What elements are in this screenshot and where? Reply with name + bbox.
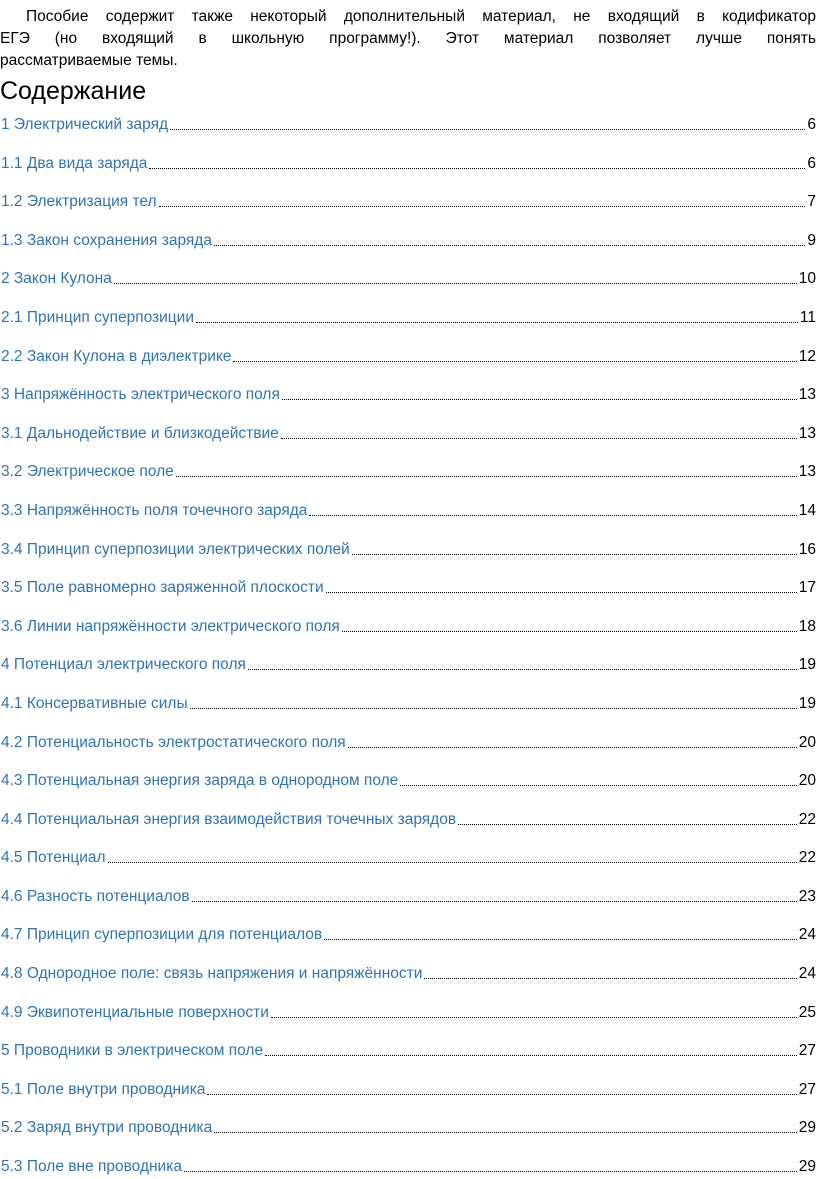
- toc-entry[interactable]: [0, 111, 816, 135]
- toc-entry[interactable]: [0, 1138, 816, 1177]
- toc-page-number: 24: [798, 926, 816, 944]
- toc-dot-leader: [342, 630, 797, 632]
- toc-entry[interactable]: [0, 868, 816, 907]
- toc-entry[interactable]: [0, 753, 816, 792]
- toc-page-number: 13: [798, 463, 816, 481]
- toc-page-number: 29: [798, 1119, 816, 1137]
- toc-entry-title-link[interactable]: 4.6 Разность потенциалов: [1, 887, 190, 905]
- toc-page-number: 17: [798, 579, 816, 597]
- toc-page-number: 12: [798, 347, 816, 365]
- toc-page-number: 20: [798, 772, 816, 790]
- toc-page-number: 9: [807, 231, 816, 249]
- toc-dot-leader: [192, 900, 797, 902]
- toc-entry-title-link[interactable]: 3.1 Дальнодействие и близкодействие: [1, 424, 279, 442]
- toc-entry-title-link[interactable]: 5.2 Заряд внутри проводника: [1, 1119, 213, 1137]
- toc-entry-title-link[interactable]: 4.8 Однородное поле: связь напряжения и напряжённости: [1, 965, 423, 983]
- toc-entry-title-link[interactable]: 3.3 Напряжённость поля точечного заряда: [1, 501, 308, 519]
- toc-entry[interactable]: [0, 1061, 816, 1100]
- toc-entry-title-link[interactable]: 4.2 Потенциальность электростатического поля: [1, 733, 346, 751]
- toc-page-number: 24: [798, 965, 816, 983]
- toc-page-number: 11: [799, 308, 816, 326]
- toc-dot-leader: [324, 938, 797, 940]
- intro-paragraph: [0, 6, 816, 72]
- toc-entry-title-link[interactable]: 4.1 Консервативные силы: [1, 694, 188, 712]
- toc-entry-title-link[interactable]: 3.4 Принцип суперпозиции электрических полей: [1, 540, 350, 558]
- toc-dot-leader: [233, 360, 796, 362]
- toc-dot-leader: [352, 553, 797, 555]
- intro-line-3: рассматриваемые темы.: [0, 52, 178, 69]
- toc-entry-title-link[interactable]: 5.1 Поле внутри проводника: [1, 1080, 206, 1098]
- toc-dot-leader: [424, 977, 796, 979]
- toc-dot-leader: [458, 823, 797, 825]
- intro-line-2: ЕГЭ (но входящий в школьную программу!). Этот материал позволяет лучше понять: [0, 30, 816, 47]
- toc-entry-title-link[interactable]: 3.2 Электрическое поле: [1, 463, 174, 481]
- toc-entry[interactable]: [0, 482, 816, 521]
- toc-dot-leader: [176, 475, 797, 477]
- toc-entry[interactable]: [0, 289, 816, 328]
- toc-entry[interactable]: [0, 907, 816, 946]
- toc-entry-title-link[interactable]: 3 Напряжённость электрического поля: [1, 386, 280, 404]
- toc-entry[interactable]: [0, 328, 816, 367]
- toc-page-number: 13: [798, 424, 816, 442]
- toc-entry[interactable]: [0, 444, 816, 483]
- toc-page-number: 13: [798, 386, 816, 404]
- toc-dot-leader: [190, 707, 797, 709]
- toc-entry-title-link[interactable]: 4.4 Потенциальная энергия взаимодействия точечных зарядов: [1, 810, 457, 828]
- toc-entry-title-link[interactable]: 4 Потенциал электрического поля: [1, 656, 246, 674]
- toc-entry[interactable]: [0, 251, 816, 290]
- toc-dot-leader: [326, 591, 797, 593]
- toc-entry[interactable]: [0, 212, 816, 251]
- toc-entry-title-link[interactable]: 1.3 Закон сохранения заряда: [1, 231, 212, 249]
- toc-dot-leader: [214, 244, 805, 246]
- toc-entry-title-link[interactable]: 4.7 Принцип суперпозиции для потенциалов: [1, 926, 323, 944]
- toc-entry[interactable]: [0, 521, 816, 560]
- toc-page-number: 19: [798, 694, 816, 712]
- toc-entry[interactable]: [0, 1100, 816, 1139]
- toc-entry-title-link[interactable]: 2.1 Принцип суперпозиции: [1, 308, 195, 326]
- toc-dot-leader: [184, 1170, 797, 1172]
- toc-entry-title-link[interactable]: 3.6 Линии напряжённости электрического поля: [1, 617, 340, 635]
- toc-entry[interactable]: [0, 945, 816, 984]
- toc-dot-leader: [196, 321, 798, 323]
- toc-dot-leader: [108, 861, 797, 863]
- toc-entry-title-link[interactable]: 2.2 Закон Кулона в диэлектрике: [1, 347, 232, 365]
- toc-entry-title-link[interactable]: 5 Проводники в электрическом поле: [1, 1042, 264, 1060]
- toc-page-number: 14: [798, 501, 816, 519]
- toc-dot-leader: [170, 128, 805, 130]
- toc-entry[interactable]: [0, 675, 816, 714]
- toc-page-number: 18: [798, 617, 816, 635]
- table-of-contents: [0, 111, 816, 1177]
- toc-page-number: 22: [798, 849, 816, 867]
- toc-page-number: 27: [798, 1042, 816, 1060]
- toc-dot-leader: [149, 167, 805, 169]
- toc-page-number: 20: [798, 733, 816, 751]
- toc-entry[interactable]: [0, 405, 816, 444]
- toc-entry[interactable]: [0, 637, 816, 676]
- toc-dot-leader: [159, 205, 806, 207]
- toc-dot-leader: [214, 1131, 797, 1133]
- toc-dot-leader: [271, 1016, 797, 1018]
- toc-entry-title-link[interactable]: 5.3 Поле вне проводника: [1, 1158, 182, 1176]
- toc-entry[interactable]: [0, 830, 816, 869]
- toc-entry[interactable]: [0, 598, 816, 637]
- toc-page-number: 19: [798, 656, 816, 674]
- toc-entry[interactable]: [0, 984, 816, 1023]
- toc-page-number: 16: [798, 540, 816, 558]
- intro-line-1: Пособие содержит также некоторый дополнительный материал, не входящий в кодификатор: [26, 8, 816, 25]
- toc-entry-title-link[interactable]: 1.1 Два вида заряда: [1, 154, 148, 172]
- toc-dot-leader: [348, 746, 797, 748]
- toc-dot-leader: [281, 437, 797, 439]
- toc-entry-title-link[interactable]: 2 Закон Кулона: [1, 270, 112, 288]
- toc-dot-leader: [114, 282, 797, 284]
- toc-page-number: 7: [807, 193, 816, 211]
- toc-page-number: 27: [798, 1080, 816, 1098]
- toc-entry[interactable]: [0, 1023, 816, 1062]
- toc-page-number: 22: [798, 810, 816, 828]
- toc-entry[interactable]: [0, 714, 816, 753]
- toc-dot-leader: [309, 514, 796, 516]
- toc-entry[interactable]: [0, 367, 816, 406]
- toc-dot-leader: [265, 1054, 797, 1056]
- toc-page-number: 29: [798, 1158, 816, 1176]
- toc-entry-title-link[interactable]: 4.5 Потенциал: [1, 849, 106, 867]
- toc-entry-title-link[interactable]: 4.3 Потенциальная энергия заряда в однородном поле: [1, 772, 399, 790]
- toc-heading: Содержание: [0, 77, 147, 105]
- toc-page-number: 23: [798, 887, 816, 905]
- toc-entry[interactable]: [0, 135, 816, 174]
- toc-entry-title-link[interactable]: 4.9 Эквипотенциальные поверхности: [1, 1003, 269, 1021]
- toc-dot-leader: [282, 398, 797, 400]
- toc-dot-leader: [400, 784, 796, 786]
- toc-entry-title-link[interactable]: 1.2 Электризация тел: [1, 193, 157, 211]
- toc-page-number: 25: [798, 1003, 816, 1021]
- toc-entry-title-link[interactable]: 3.5 Поле равномерно заряженной плоскости: [1, 579, 324, 597]
- toc-entry-title-link[interactable]: 1 Электрический заряд: [1, 116, 169, 133]
- toc-dot-leader: [207, 1093, 796, 1095]
- toc-dot-leader: [248, 668, 797, 670]
- toc-page-number: 6: [807, 116, 816, 133]
- toc-entry[interactable]: [0, 560, 816, 599]
- toc-page-number: 6: [807, 154, 816, 172]
- toc-entry[interactable]: [0, 174, 816, 213]
- toc-page-number: 10: [798, 270, 816, 288]
- toc-entry[interactable]: [0, 791, 816, 830]
